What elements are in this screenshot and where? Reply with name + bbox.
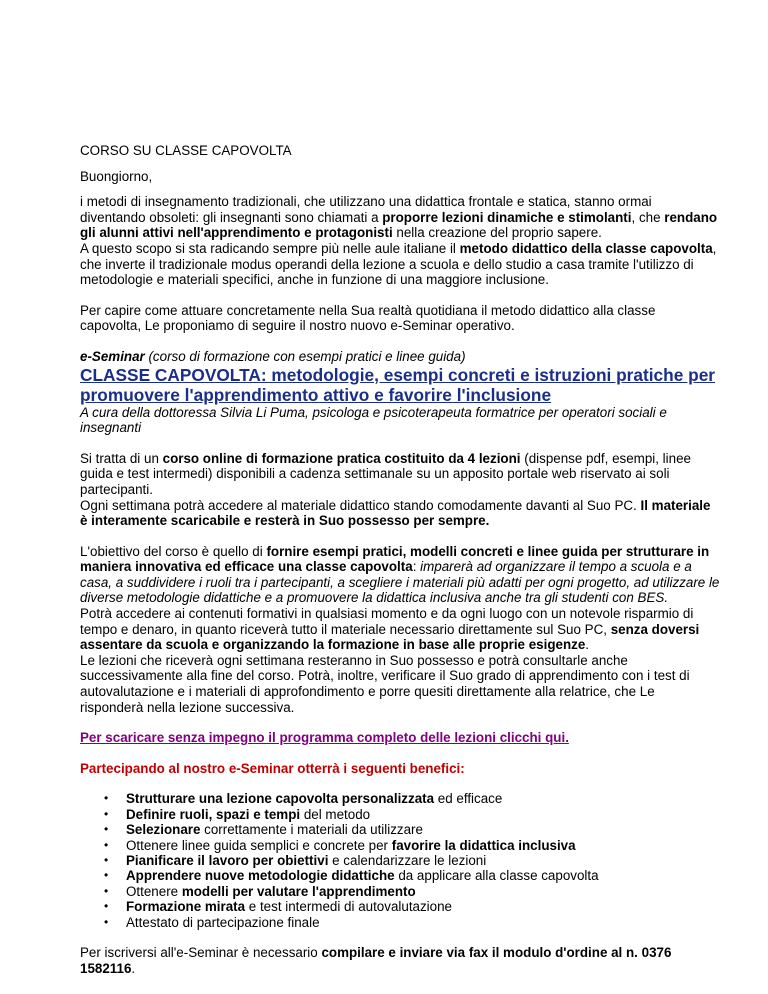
seminar-title: CLASSE CAPOVOLTA: metodologie, esempi concreti e istruzioni pratiche per promuovere l'apprendimento attivo e favorire l'inclusione [80,364,716,405]
benefits-list [80,791,720,930]
bullet-icon: • [104,791,109,806]
greeting: Buongiorno, [80,168,153,184]
benefit-item: • Definire ruoli, spazi e tempi del metodo [104,806,371,822]
course-paragraph: Si tratta di un corso online di formazione pratica costituito da 4 lezioni (dispense pdf, esempi, linee guida e test intermedi) disponibili a cadenza settimanale su un apposito portale web riservato ai soli partecipanti. Ogni settimana potrà accedere al materiale didattico stando comodamente davanti al Suo PC. Il materiale è interamente scaricabile e resterà in Suo possesso per sempre. [80,450,711,529]
benefit-item: • Selezionare correttamente i materiali da utilizzare [104,822,423,838]
proposal-paragraph: Per capire come attuare concretamente nella Sua realtà quotidiana il metodo didattico alla classe capovolta, Le proponiamo di seguire il nostro nuovo e-Seminar operativo. [80,302,656,334]
signup-paragraph: Per iscriversi all'e-Seminar è necessario compilare e inviare via fax il modulo d'ordine al n. 0376 1582116. [80,945,672,976]
seminar-author: A cura della dottoressa Silvia Li Puma, psicologa e psicoterapeuta formatrice per operatori sociali e insegnanti [80,404,667,436]
benefits-heading: Partecipando al nostro e-Seminar otterrà i seguenti benefici: [80,760,465,776]
benefit-item: • Apprendere nuove metodologie didattiche da applicare alla classe capovolta [104,868,599,884]
benefit-item: • Attestato di partecipazione finale [104,914,320,930]
bullet-icon: • [104,899,109,914]
page-heading: CORSO SU CLASSE CAPOVOLTA [80,143,292,158]
benefit-item: • Ottenere linee guida semplici e concrete per favorire la didattica inclusiva [104,837,576,853]
bullet-icon: • [104,883,109,898]
benefit-item: • Strutturare una lezione capovolta personalizzata ed efficace [104,791,503,807]
download-program-link[interactable]: Per scaricare senza impegno il programma completo delle lezioni clicchi qui. [80,730,569,746]
seminar-type: e-Seminar (corso di formazione con esempi pratici e linee guida) [80,348,466,364]
benefit-item: • Ottenere modelli per valutare l'apprendimento [104,883,416,899]
document-body [80,143,720,976]
objective-paragraph: L'obiettivo del corso è quello di fornire esempi pratici, modelli concreti e linee guida per strutturare in maniera innovativa ed efficace una classe capovolta: imparerà ad organizzare il tempo a scuola e a casa, a suddividere i ruoli tra i partecipanti, a scegliere i materiali più adatti per ogni progetto, ad utilizzare le diverse metodologie didattiche e a promuovere la didattica inclusiva anche tra gli studenti con BES. Potrà accedere ai contenuti formativi in qualsiasi momento e da ogni luogo con un notevole risparmio di tempo e denaro, in quanto riceverà tutto il materiale necessario direttamente sul Suo PC, senza doversi assentare da scuola e organizzando la formazione in base alle proprie esigenze. Le lezioni che riceverà ogni settimana resteranno in Suo possesso e potrà consultarle anche successivamente alla fine del corso. Potrà, inoltre, verificare il Suo grado di apprendimento con i test di autovalutazione e i materiali di approfondimento e porre quesiti direttamente alla relatrice, che Le risponderà nella lezione successiva. [80,543,720,715]
bullet-icon: • [104,914,109,929]
bullet-icon: • [104,853,109,868]
benefit-item: • Pianificare il lavoro per obiettivi e calendarizzare le lezioni [104,853,487,869]
bullet-icon: • [104,868,109,883]
bullet-icon: • [104,822,109,837]
bullet-icon: • [104,837,109,852]
bullet-icon: • [104,806,109,821]
intro-paragraph: i metodi di insegnamento tradizionali, che utilizzano una didattica frontale e statica, stanno ormai diventando obsoleti: gli insegnanti sono chiamati a proporre lezioni dinamiche e stimolanti, che rendano gli alunni attivi nell'apprendimento e protagonisti nella creazione del proprio sapere. A questo scopo si sta radicando sempre più nelle aule italiane il metodo didattico della classe capovolta, che inverte il tradizionale modus operandi della lezione a scuola e dello studio a casa tramite l'utilizzo di metodologie e materiali specifici, anche in funzione di una maggiore inclusione. [80,194,718,288]
benefit-item: • Formazione mirata e test intermedi di autovalutazione [104,899,452,915]
download-paragraph [80,730,720,746]
